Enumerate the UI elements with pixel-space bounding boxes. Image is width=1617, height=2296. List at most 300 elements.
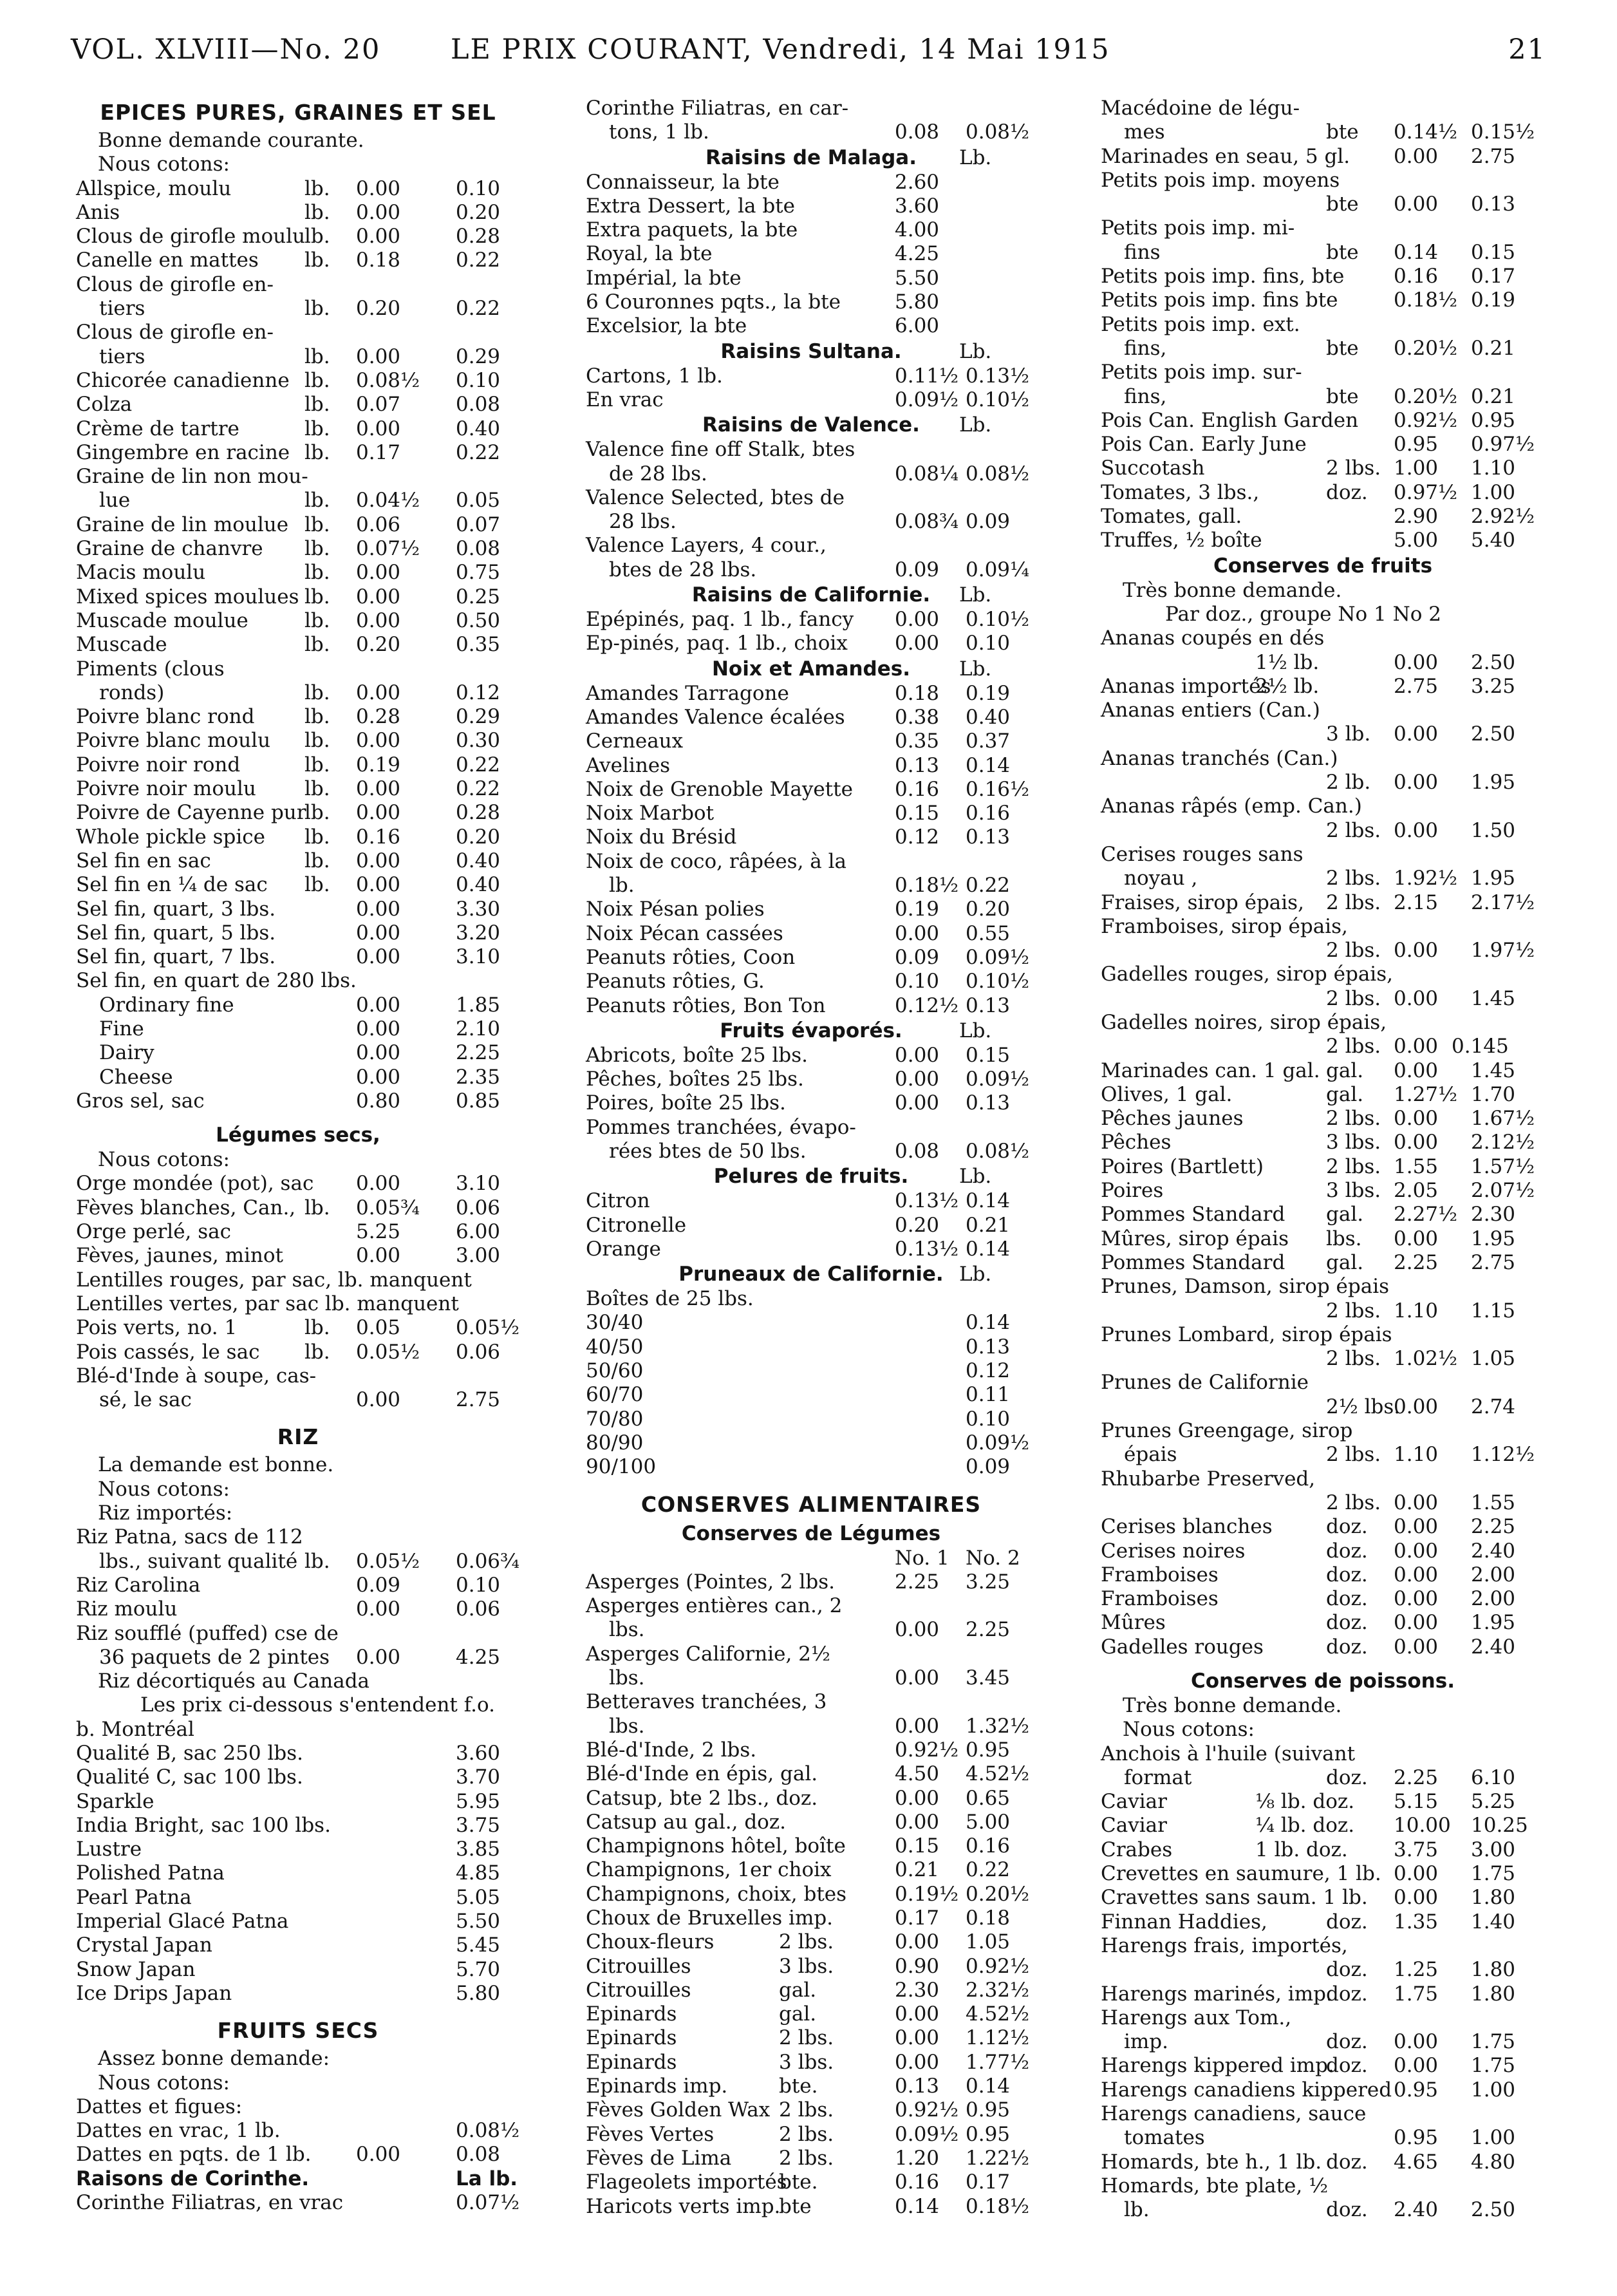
price-high: 2.17½: [1471, 890, 1535, 914]
price-row: [76, 1838, 520, 1861]
price-high: 0.09: [966, 510, 1011, 534]
item-name: Muscade moulue: [76, 608, 248, 632]
price-row: [1101, 891, 1545, 915]
price-high: 0.15½: [1471, 120, 1535, 144]
item-name: Crabes: [1101, 1838, 1173, 1861]
item-name: Riz moulu: [76, 1597, 178, 1621]
price-row: [76, 1066, 520, 1089]
price-row: [586, 1311, 1036, 1335]
price-high: 0.95: [966, 2122, 1011, 2146]
price-low: 0.12½: [895, 993, 959, 1017]
item-name: Lustre: [76, 1838, 142, 1861]
price-row: [1101, 2006, 1545, 2030]
item-name: Clous de girofle moulu: [76, 225, 306, 249]
price-row: [1101, 1059, 1545, 1083]
price-low: 1.35: [1394, 1910, 1439, 1934]
price-low: 0.92½: [895, 2098, 959, 2122]
price-row: [586, 1068, 1036, 1091]
price-row: [1101, 1347, 1545, 1371]
price-high: 0.95: [1471, 408, 1516, 432]
price-row: [76, 825, 520, 849]
item-name: Pêches: [1101, 1131, 1172, 1154]
item-name: Gros sel, sac: [76, 1089, 205, 1113]
price-row: [586, 438, 1036, 462]
price-high: 1.22½: [966, 2146, 1030, 2170]
price-high: 1.15: [1471, 1299, 1516, 1322]
item-name: Valence Selected, btes de: [586, 485, 845, 509]
item-name: Pois verts, no. 1: [76, 1316, 238, 1340]
price-high: 0.22: [456, 297, 501, 321]
price-row: [1101, 529, 1545, 552]
item-name: Fèves, jaunes, minot: [76, 1244, 284, 1268]
price-row: [76, 729, 520, 753]
price-low: 0.20: [895, 1213, 940, 1237]
price-high: 0.22: [966, 1858, 1011, 1882]
price-row: [1101, 747, 1545, 771]
unit: doz.: [1326, 1958, 1368, 1982]
price-high: 0.09½: [966, 1068, 1030, 1091]
price-high: 3.45: [966, 1666, 1011, 1690]
price-high: 6.00: [456, 1220, 501, 1244]
unit: 2 lbs.: [1326, 1347, 1381, 1371]
unit: 2 lbs.: [1326, 1107, 1381, 1131]
item-name: Fèves Golden Wax: [586, 2098, 771, 2122]
price-high: 1.77½: [966, 2050, 1030, 2074]
item-name: Dairy: [99, 1041, 154, 1065]
price-high: 0.28: [456, 225, 501, 249]
price-low: 0.00: [356, 945, 401, 969]
price-row: [1101, 1035, 1545, 1059]
price-low: 4.50: [895, 1762, 940, 1786]
item-name: Polished Patna: [76, 1861, 225, 1885]
price-low: 0.00: [356, 993, 401, 1017]
unit: doz.: [1326, 2198, 1368, 2222]
item-name: Piments (clous: [76, 657, 225, 681]
unit: lb.: [304, 1340, 330, 1364]
price-low: 0.05: [356, 1316, 401, 1340]
price-low: 0.00: [356, 1065, 401, 1089]
price-low: 0.92½: [895, 1738, 959, 1762]
price-low: 0.00: [895, 2050, 940, 2074]
price-row: [586, 2026, 1036, 2050]
price-high: 2.30: [1471, 1203, 1516, 1227]
unit: bte.: [779, 2170, 818, 2194]
unit: doz.: [1326, 2030, 1368, 2054]
item-name: Poivre noir rond: [76, 753, 241, 776]
unit-header: Lb.: [959, 583, 992, 607]
price-high: 5.70: [456, 1957, 501, 1981]
item-name: 30/40: [586, 1311, 644, 1335]
item-name: Macis moulu: [76, 561, 206, 585]
price-row: [76, 1934, 520, 1957]
price-high: 2.12½: [1471, 1131, 1535, 1154]
item-name: Sel fin en sac: [76, 849, 211, 872]
item-name: lue: [99, 489, 131, 513]
price-high: 0.145: [1452, 1035, 1509, 1059]
section-heading: [586, 1489, 1036, 1521]
price-row: [76, 1886, 520, 1910]
unit: lb.: [304, 249, 330, 272]
price-row: [586, 850, 1036, 874]
item-name: Petits pois imp. ext.: [1101, 312, 1300, 336]
price-low: 0.09: [895, 945, 940, 969]
price-row: [586, 898, 1036, 921]
price-low: 0.00: [1394, 1227, 1439, 1250]
price-low: 0.08½: [356, 368, 420, 392]
price-row: [76, 1172, 520, 1196]
item-name: Citrouilles: [586, 1954, 691, 1978]
price-low: 5.80: [895, 290, 940, 314]
unit: 2 lbs.: [1326, 456, 1381, 480]
price-row: [1101, 337, 1545, 361]
price-low: 0.38: [895, 705, 940, 729]
price-row: [586, 534, 1036, 558]
item-name: Gingembre en racine: [76, 440, 290, 464]
price-row: [76, 297, 520, 321]
item-name: Ananas importés: [1101, 674, 1271, 698]
price-high: 3.00: [1471, 1838, 1516, 1861]
item-name: Catsup au gal., doz.: [586, 1810, 787, 1834]
price-high: 0.06: [456, 1340, 501, 1364]
unit: bte: [779, 2194, 812, 2218]
item-name: Noix Marbot: [586, 802, 715, 825]
price-low: 0.20: [356, 297, 401, 321]
price-low: 0.08¼: [895, 462, 959, 485]
price-row: [76, 345, 520, 369]
price-high: 5.45: [456, 1934, 501, 1957]
price-low: 0.00: [1394, 1131, 1439, 1154]
price-low: 0.00: [895, 921, 940, 945]
price-high: 1.45: [1471, 986, 1516, 1010]
unit: lb.: [304, 825, 330, 849]
price-low: 1.10: [1394, 1443, 1439, 1467]
item-name: Fraises, sirop épais,: [1101, 890, 1304, 914]
price-low: 0.08: [895, 1139, 940, 1163]
unit: 2 lbs.: [1326, 939, 1381, 963]
price-low: 0.15: [895, 1834, 940, 1858]
price-low: 0.00: [1394, 193, 1439, 216]
price-high: 1.95: [1471, 1227, 1516, 1250]
item-name: Mûres, sirop épais: [1101, 1227, 1289, 1250]
price-low: 0.00: [1394, 650, 1439, 674]
section-heading-text: Conserves de poissons.: [1191, 1670, 1455, 1693]
item-name: Sel fin, quart, 5 lbs.: [76, 921, 276, 945]
item-name: tons, 1 lb.: [609, 120, 709, 144]
item-name: Orge perlé, sac: [76, 1220, 232, 1244]
price-low: 0.00: [1394, 1035, 1439, 1059]
price-row: [586, 1237, 1036, 1261]
unit: lb.: [304, 513, 330, 536]
price-row: [1101, 2078, 1545, 2102]
price-row: [76, 1742, 520, 1765]
item-name: Succotash: [1101, 456, 1205, 480]
price-high: 1.70: [1471, 1082, 1516, 1106]
price-row: [76, 801, 520, 825]
item-name: Harengs aux Tom.,: [1101, 2006, 1292, 2029]
spacer: [76, 1412, 520, 1421]
section-heading: [586, 1018, 1036, 1044]
price-high: 0.21: [1471, 336, 1516, 360]
item-name: Poivre de Cayenne pur: [76, 801, 306, 825]
price-high: 0.29: [456, 705, 501, 729]
price-row: [586, 2170, 1036, 2194]
price-low: 1.02½: [1394, 1347, 1458, 1371]
item-name: Graine de lin moulue: [76, 513, 289, 536]
item-name: Champignons, choix, btes: [586, 1882, 847, 1906]
unit: 2 lbs.: [779, 2146, 834, 2170]
item-name: Truffes, ½ boîte: [1101, 529, 1262, 552]
item-name: Dattes en vrac, 1 lb.: [76, 2119, 281, 2143]
item-name: Harengs frais, importés,: [1101, 1934, 1348, 1957]
price-row: [1101, 626, 1545, 650]
section-heading: [1101, 553, 1545, 579]
item-name: Rhubarbe Preserved,: [1101, 1467, 1316, 1491]
price-low: 0.00: [356, 1172, 401, 1196]
price-row: [76, 753, 520, 777]
price-low: 2.30: [895, 1978, 940, 2002]
price-high: 0.10: [456, 176, 501, 200]
price-high: 3.10: [456, 945, 501, 969]
unit: lb.: [304, 753, 330, 776]
item-name: Haricots verts imp.: [586, 2194, 781, 2218]
price-high: 0.08½: [966, 1139, 1030, 1163]
item-name: Marinades can. 1 gal.: [1101, 1059, 1320, 1082]
price-row: [76, 1196, 520, 1220]
item-name: tomates: [1124, 2126, 1205, 2150]
price-low: 0.18: [356, 249, 401, 272]
price-low: 0.00: [1394, 144, 1439, 168]
unit: 2 lbs.: [1326, 986, 1381, 1010]
item-name: Imperial Glacé Patna: [76, 1910, 289, 1934]
price-row: [1101, 1539, 1545, 1563]
price-low: 0.14½: [1394, 120, 1458, 144]
note-text: Nous cotons:: [98, 1477, 230, 1501]
price-low: 0.00: [1394, 722, 1439, 746]
price-low: 2.90: [1394, 505, 1439, 529]
item-name: Extra Dessert, la bte: [586, 194, 795, 218]
price-low: 0.20½: [1394, 336, 1458, 360]
item-name: lbs.: [609, 1714, 645, 1738]
price-row: [1101, 1742, 1545, 1766]
item-name: Epépinés, paq. 1 lb., fancy: [586, 608, 854, 632]
item-name: Poires (Bartlett): [1101, 1154, 1264, 1178]
price-low: 0.07½: [356, 537, 420, 561]
price-low: 4.25: [895, 242, 940, 266]
item-name: Petits pois imp. fins bte: [1101, 288, 1338, 312]
item-name: Gadelles rouges, sirop épais,: [1101, 963, 1393, 986]
price-row: [586, 1359, 1036, 1383]
item-name: mes: [1124, 120, 1165, 144]
price-high: 0.10½: [966, 970, 1030, 993]
item-name: Clous de girofle en-: [76, 272, 274, 296]
note-text: La demande est bonne.: [98, 1453, 334, 1477]
price-row: [76, 465, 520, 489]
price-high: 0.97½: [1471, 433, 1535, 456]
price-high: 0.22: [456, 249, 501, 272]
price-low: 0.95: [1394, 2126, 1439, 2150]
price-row: [1101, 1395, 1545, 1419]
item-name: Flageolets importés: [586, 2170, 787, 2194]
price-row: [76, 489, 520, 513]
price-row: [1101, 2102, 1545, 2126]
item-name: Corinthe Filiatras, en car-: [586, 97, 849, 120]
item-name: Poivre noir moulu: [76, 777, 256, 801]
price-row: [76, 1316, 520, 1340]
item-name: Champignons hôtel, boîte: [586, 1834, 846, 1858]
price-high: 2.50: [1471, 722, 1516, 746]
item-name: Muscade: [76, 633, 167, 657]
section-heading-text: Noix et Amandes.: [711, 657, 911, 681]
unit: lb.: [304, 176, 330, 200]
price-row: [586, 1618, 1036, 1642]
price-row: [76, 1525, 520, 1549]
price-row: [586, 290, 1036, 314]
spacer: [586, 1480, 1036, 1489]
price-high: 0.21: [1471, 384, 1516, 408]
item-name: 40/50: [586, 1335, 644, 1359]
price-low: 1.92½: [1394, 867, 1458, 890]
item-name: Amandes Valence écalées: [586, 705, 845, 729]
price-low: 0.09½: [895, 388, 959, 411]
price-row: [76, 633, 520, 657]
item-name: Connaisseur, la bte: [586, 170, 780, 194]
price-low: 0.00: [356, 417, 401, 440]
price-high: 0.12: [966, 1359, 1011, 1383]
item-name: Harengs canadiens kippered: [1101, 2078, 1392, 2102]
note-text: Très bonne demande.: [1123, 578, 1342, 602]
section-heading: [76, 2015, 520, 2047]
price-row: [76, 1220, 520, 1244]
item-name: fins,: [1124, 336, 1167, 360]
unit: lb.: [304, 1549, 330, 1573]
item-name: Royal, la bte: [586, 242, 713, 266]
volume-number: VOL. XLVIII—No. 20: [71, 33, 381, 66]
price-row: [1101, 193, 1545, 216]
item-name: Sel fin, quart, 3 lbs.: [76, 897, 276, 921]
price-row: [76, 2191, 520, 2215]
section-heading-text: Raisins Sultana.: [720, 339, 902, 363]
unit-header: Lb.: [959, 1019, 992, 1042]
item-name: Snow Japan: [76, 1957, 196, 1981]
price-high: 0.95: [966, 2098, 1011, 2122]
price-row: [586, 1287, 1036, 1311]
price-row: [1101, 216, 1545, 240]
item-name: Pêches, boîtes 25 lbs.: [586, 1068, 804, 1091]
price-low: 0.00: [356, 1645, 401, 1669]
item-name: India Bright, sac 100 lbs.: [76, 1813, 331, 1837]
price-row: [1101, 1227, 1545, 1251]
note-text: Nous cotons:: [1123, 1718, 1255, 1742]
item-name: Avelines: [586, 753, 671, 777]
price-low: 0.00: [1394, 818, 1439, 842]
price-low: 0.00: [1394, 1635, 1439, 1659]
price-high: 0.20: [456, 825, 501, 849]
price-high: 0.13: [966, 825, 1011, 849]
section-heading-text: RIZ: [277, 1424, 319, 1450]
spacer: [1101, 1659, 1545, 1668]
price-high: 1.75: [1471, 2030, 1516, 2054]
price-row: [1101, 2030, 1545, 2054]
item-name: Prunes de Californie: [1101, 1371, 1309, 1395]
price-high: 1.95: [1471, 1611, 1516, 1635]
price-low: 0.00: [895, 1810, 940, 1834]
price-low: 0.13: [895, 753, 940, 777]
price-row: [586, 1547, 1036, 1570]
price-low: No. 1: [895, 1546, 949, 1570]
price-high: 2.75: [1471, 1250, 1516, 1274]
item-name: Blé-d'Inde, 2 lbs.: [586, 1738, 757, 1762]
price-row: [586, 825, 1036, 849]
price-row: [76, 609, 520, 633]
unit: 3 lbs.: [1326, 1131, 1381, 1154]
item-name: Riz soufflé (puffed) cse de: [76, 1621, 339, 1645]
item-name: Crevettes en saumure, 1 lb.: [1101, 1862, 1381, 1886]
price-high: 3.20: [456, 921, 501, 945]
price-row: [1101, 169, 1545, 193]
price-low: 0.13: [895, 2075, 940, 2098]
item-name: Champignons, 1er choix: [586, 1858, 832, 1882]
item-name: Harengs kippered imp.: [1101, 2054, 1334, 2078]
item-name: Poires: [1101, 1179, 1164, 1203]
price-row: [1101, 2198, 1545, 2222]
price-row: [586, 1811, 1036, 1834]
price-row: [76, 969, 520, 993]
price-low: 0.00: [895, 1068, 940, 1091]
price-high: 1.50: [1471, 818, 1516, 842]
price-high: La lb.: [456, 2167, 518, 2190]
price-high: 0.13: [1471, 193, 1516, 216]
price-row: [76, 657, 520, 681]
price-low: 2.60: [895, 170, 940, 194]
spacer: [76, 2006, 520, 2015]
price-high: 3.25: [1471, 674, 1516, 698]
price-low: 2.25: [895, 1570, 940, 1594]
section-heading-text: Conserves de fruits: [1213, 554, 1433, 578]
unit: doz.: [1326, 1563, 1368, 1586]
price-high: 2.40: [1471, 1539, 1516, 1563]
price-row: [76, 1910, 520, 1934]
item-name: Framboises, sirop épais,: [1101, 914, 1348, 938]
item-name: Epinards imp.: [586, 2075, 728, 2098]
price-row: [586, 2098, 1036, 2122]
unit: ⅛ lb. doz.: [1255, 1790, 1355, 1814]
item-name: Qualité B, sac 250 lbs.: [76, 1742, 303, 1765]
price-low: 0.00: [356, 849, 401, 872]
price-high: 2.07½: [1471, 1179, 1535, 1203]
item-name: rées btes de 50 lbs.: [609, 1139, 807, 1163]
price-low: 0.95: [1394, 433, 1439, 456]
price-row: [586, 97, 1036, 120]
price-row: [586, 2075, 1036, 2098]
price-row: [1101, 2174, 1545, 2198]
section-heading: [586, 1261, 1036, 1287]
price-low: 1.27½: [1394, 1082, 1458, 1106]
price-low: 0.00: [356, 1597, 401, 1621]
price-row: [586, 2195, 1036, 2219]
price-high: 0.40: [456, 417, 501, 440]
price-row: [586, 2123, 1036, 2147]
unit-header: Lb.: [959, 1165, 992, 1189]
price-row: [1101, 915, 1545, 939]
price-high: 0.10½: [966, 608, 1030, 632]
item-name: Prunes, Damson, sirop épais: [1101, 1275, 1390, 1299]
price-high: 2.10: [456, 1017, 501, 1040]
item-name: Cheese: [99, 1065, 173, 1089]
section-heading: [586, 1163, 1036, 1189]
unit: lb.: [304, 681, 330, 704]
price-row: [586, 1140, 1036, 1163]
item-name: Citrouilles: [586, 1978, 691, 2002]
